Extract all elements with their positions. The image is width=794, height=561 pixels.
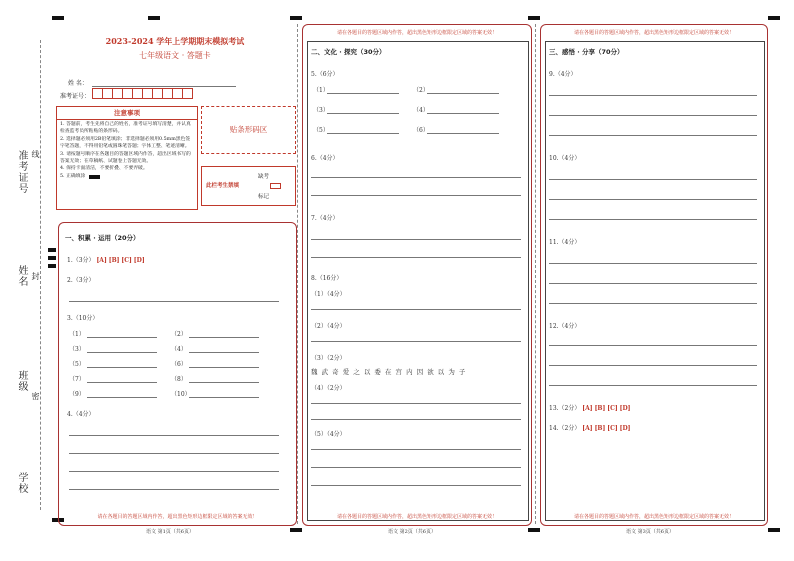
blank-line[interactable] (87, 382, 157, 383)
cut-mark-seal: 封 (31, 272, 40, 281)
label-school: 学校 (16, 472, 27, 494)
question-7: 7.（4分） (311, 215, 339, 222)
option-d[interactable]: [D] (619, 425, 631, 432)
option-b[interactable]: [B] (594, 425, 606, 432)
question-4: 4.（4分） (67, 411, 95, 418)
blank-label: （3） (313, 107, 329, 114)
answer-line[interactable] (549, 135, 757, 136)
page-footer-3: 语文 第3页（共6页） (626, 529, 674, 535)
question-12: 12.（4分） (549, 323, 581, 330)
blank-label: （7） (69, 376, 85, 383)
blank-line[interactable] (327, 93, 399, 94)
notice-title: 注意事项 (57, 108, 197, 120)
answer-line[interactable] (311, 449, 521, 450)
label-name: 姓名 (16, 265, 27, 287)
timing-mark (148, 16, 160, 20)
blank-line[interactable] (189, 382, 259, 383)
option-d[interactable]: [D] (619, 405, 631, 412)
answer-line[interactable] (311, 419, 521, 420)
absent-mark-text: 标记 (258, 194, 270, 200)
bottom-warning: 请在各题目的答题区域内作答，超出黑色矩形边框限定区域的答案无效！ (573, 514, 734, 520)
answer-panel-2 (302, 24, 532, 526)
timing-mark (52, 16, 64, 20)
notice-item: 4. 保持卡面清洁，不要折叠、不要弄破。 (60, 166, 148, 172)
blank-line[interactable] (189, 367, 259, 368)
question-8-2: （2）（4分） (311, 323, 346, 330)
timing-mark (768, 528, 780, 532)
absent-box (201, 166, 296, 206)
blank-line[interactable] (427, 133, 499, 134)
absent-text: 缺考 (258, 174, 270, 180)
answer-line[interactable] (311, 403, 521, 404)
question-1: 1.（3分） [A] [B] [C] [D] (67, 257, 145, 264)
question-3: 3.（10分） (67, 315, 99, 322)
answer-frame (545, 41, 765, 521)
page-separator (535, 24, 536, 524)
answer-line[interactable] (311, 195, 521, 196)
timing-mark (290, 16, 302, 20)
answer-panel-3 (540, 24, 768, 526)
question-10: 10.（4分） (549, 155, 581, 162)
absent-label: 此栏考生禁填 (206, 183, 240, 189)
blank-label: （3） (69, 346, 85, 353)
timing-mark (768, 16, 780, 20)
label-class: 班级 (16, 370, 27, 392)
question-8-sentence: 魏 武 奇 爱 之 以 委 在 宫 内 因 欲 以 为 子 (311, 368, 467, 376)
absent-checkbox[interactable] (270, 183, 281, 189)
question-11: 11.（4分） (549, 239, 581, 246)
page-footer-2: 语文 第2页（共6页） (388, 529, 436, 535)
blank-label: （5） (69, 361, 85, 368)
question-8-3: （3）（2分） (311, 355, 346, 362)
section-title: 一、积累 · 运用（20分） (65, 234, 140, 242)
blank-line[interactable] (327, 133, 399, 134)
answer-line[interactable] (549, 199, 757, 200)
question-8-5: （5）（4分） (311, 431, 346, 438)
answer-line[interactable] (311, 239, 521, 240)
answer-line[interactable] (69, 453, 279, 454)
barcode-area (201, 106, 296, 154)
question-5-blanks (303, 85, 531, 141)
blank-line[interactable] (189, 337, 259, 338)
page-subtitle: 七年级语文 · 答题卡 (139, 51, 211, 60)
notice-item: 2. 选择题必须用2B铅笔填涂；非选择题必须用0.5mm黑色签字笔答题，不得用铅笔或圆珠笔答题；字体工整、笔迹清晰。 (60, 136, 191, 150)
answer-line[interactable] (311, 467, 521, 468)
question-13: 13.（2分） [A] [B] [C] [D] (549, 405, 631, 412)
answer-line[interactable] (311, 257, 521, 258)
top-warning: 请在各题目的答题区域内作答，超出黑色矩形边框限定区域的答案无效！ (336, 30, 497, 36)
answer-line[interactable] (549, 385, 757, 386)
question-3-blanks (59, 329, 296, 409)
id-digit-box[interactable] (182, 88, 193, 99)
timing-mark (528, 16, 540, 20)
answer-line[interactable] (549, 95, 757, 96)
page-footer-1: 语文 第1页（共6页） (146, 529, 194, 535)
top-warning: 请在各题目的答题区域内作答，超出黑色矩形边框限定区域的答案无效！ (573, 30, 734, 36)
option-b[interactable]: [B] (108, 257, 120, 264)
answer-line[interactable] (549, 219, 757, 220)
blank-label: （1） (69, 331, 85, 338)
question-2: 2.（3分） (67, 277, 95, 284)
option-a[interactable]: [A] (582, 405, 593, 412)
answer-line[interactable] (549, 115, 757, 116)
name-label: 姓 名： (68, 80, 88, 87)
section-title: 三、感悟 · 分享（70分） (549, 48, 624, 56)
barcode-label: 贴条形码区 (229, 125, 268, 134)
timing-mark (48, 248, 56, 252)
timing-mark (48, 256, 56, 260)
question-14: 14.（2分） [A] [B] [C] [D] (549, 425, 631, 432)
question-9: 9.（4分） (549, 71, 577, 78)
answer-line[interactable] (549, 179, 757, 180)
blank-label: （6） (171, 361, 187, 368)
timing-mark (528, 528, 540, 532)
blank-line[interactable] (87, 397, 157, 398)
blank-line[interactable] (427, 113, 499, 114)
blank-label: （2） (413, 87, 429, 94)
question-8-4: （4）（2分） (311, 385, 346, 392)
option-a[interactable]: [A] (582, 425, 593, 432)
answer-line[interactable] (311, 341, 521, 342)
answer-line[interactable] (311, 309, 521, 310)
question-8-1: （1）（4分） (311, 291, 346, 298)
blank-line[interactable] (87, 367, 157, 368)
answer-line[interactable] (69, 471, 279, 472)
answer-line[interactable] (69, 435, 279, 436)
blank-line[interactable] (327, 113, 399, 114)
question-8: 8.（16分） (311, 275, 343, 282)
blank-label: （10） (171, 391, 191, 398)
timing-mark (48, 264, 56, 268)
blank-label: （6） (413, 127, 429, 134)
bottom-warning: 请在各题目的答题区域内作答，超出黑色矩形边框限定区域的答案无效！ (336, 514, 497, 520)
notice-box (56, 106, 198, 210)
name-field[interactable] (92, 86, 236, 87)
notice-item (60, 173, 194, 180)
label-id: 准考证号 (16, 150, 27, 194)
blank-label: （2） (171, 331, 187, 338)
answer-line[interactable] (69, 301, 279, 302)
answer-line[interactable] (549, 283, 757, 284)
notice-item: 3. 请按题号顺序在各题目的答题区域内作答，超出区域书写的答案无效；在草稿纸、试题卷上答题无效。 (60, 151, 191, 165)
blank-label: （1） (313, 87, 329, 94)
option-d[interactable]: [D] (133, 257, 145, 264)
option-c[interactable]: [C] (121, 257, 132, 264)
question-6: 6.（4分） (311, 155, 339, 162)
fill-sample-icon (89, 175, 100, 179)
blank-label: （4） (413, 107, 429, 114)
blank-label: （9） (69, 391, 85, 398)
answer-line[interactable] (69, 489, 279, 490)
blank-label: （4） (171, 346, 187, 353)
option-b[interactable]: [B] (594, 405, 606, 412)
notice-item: 1. 答题前，考生先将自己的姓名，准考证号填写清楚，并认真检查监考员所粘贴的条形码。 (60, 122, 191, 135)
bottom-warning: 请在各题目的答题区域内作答，超出黑色矩形边框限定区域的答案无效！ (97, 514, 258, 520)
blank-line[interactable] (427, 93, 499, 94)
answer-line[interactable] (549, 263, 757, 264)
blank-line[interactable] (189, 397, 259, 398)
blank-label: （8） (171, 376, 187, 383)
id-label: 准考证号： (60, 93, 91, 100)
option-c[interactable]: [C] (607, 425, 618, 432)
page-title: 2023-2024 学年上学期期末模拟考试 (105, 36, 245, 46)
option-c[interactable]: [C] (607, 405, 618, 412)
timing-mark (290, 528, 302, 532)
question-5: 5.（6分） (311, 71, 339, 78)
answer-line[interactable] (311, 485, 521, 486)
page-separator (297, 24, 298, 524)
blank-line[interactable] (87, 352, 157, 353)
notice-item-text: 5. 正确填涂 (60, 173, 86, 179)
answer-line[interactable] (311, 177, 521, 178)
cut-mark-secret: 密 (31, 392, 40, 401)
answer-line[interactable] (549, 365, 757, 366)
notice-list (60, 121, 194, 180)
answer-panel-1 (58, 222, 297, 526)
option-a[interactable]: [A] (96, 257, 107, 264)
blank-line[interactable] (189, 352, 259, 353)
blank-line[interactable] (87, 337, 157, 338)
section-title: 二、文化 · 探究（30分） (311, 48, 386, 56)
cut-mark-line: 线 (31, 150, 40, 159)
answer-line[interactable] (549, 345, 757, 346)
blank-label: （5） (313, 127, 329, 134)
answer-line[interactable] (549, 303, 757, 304)
